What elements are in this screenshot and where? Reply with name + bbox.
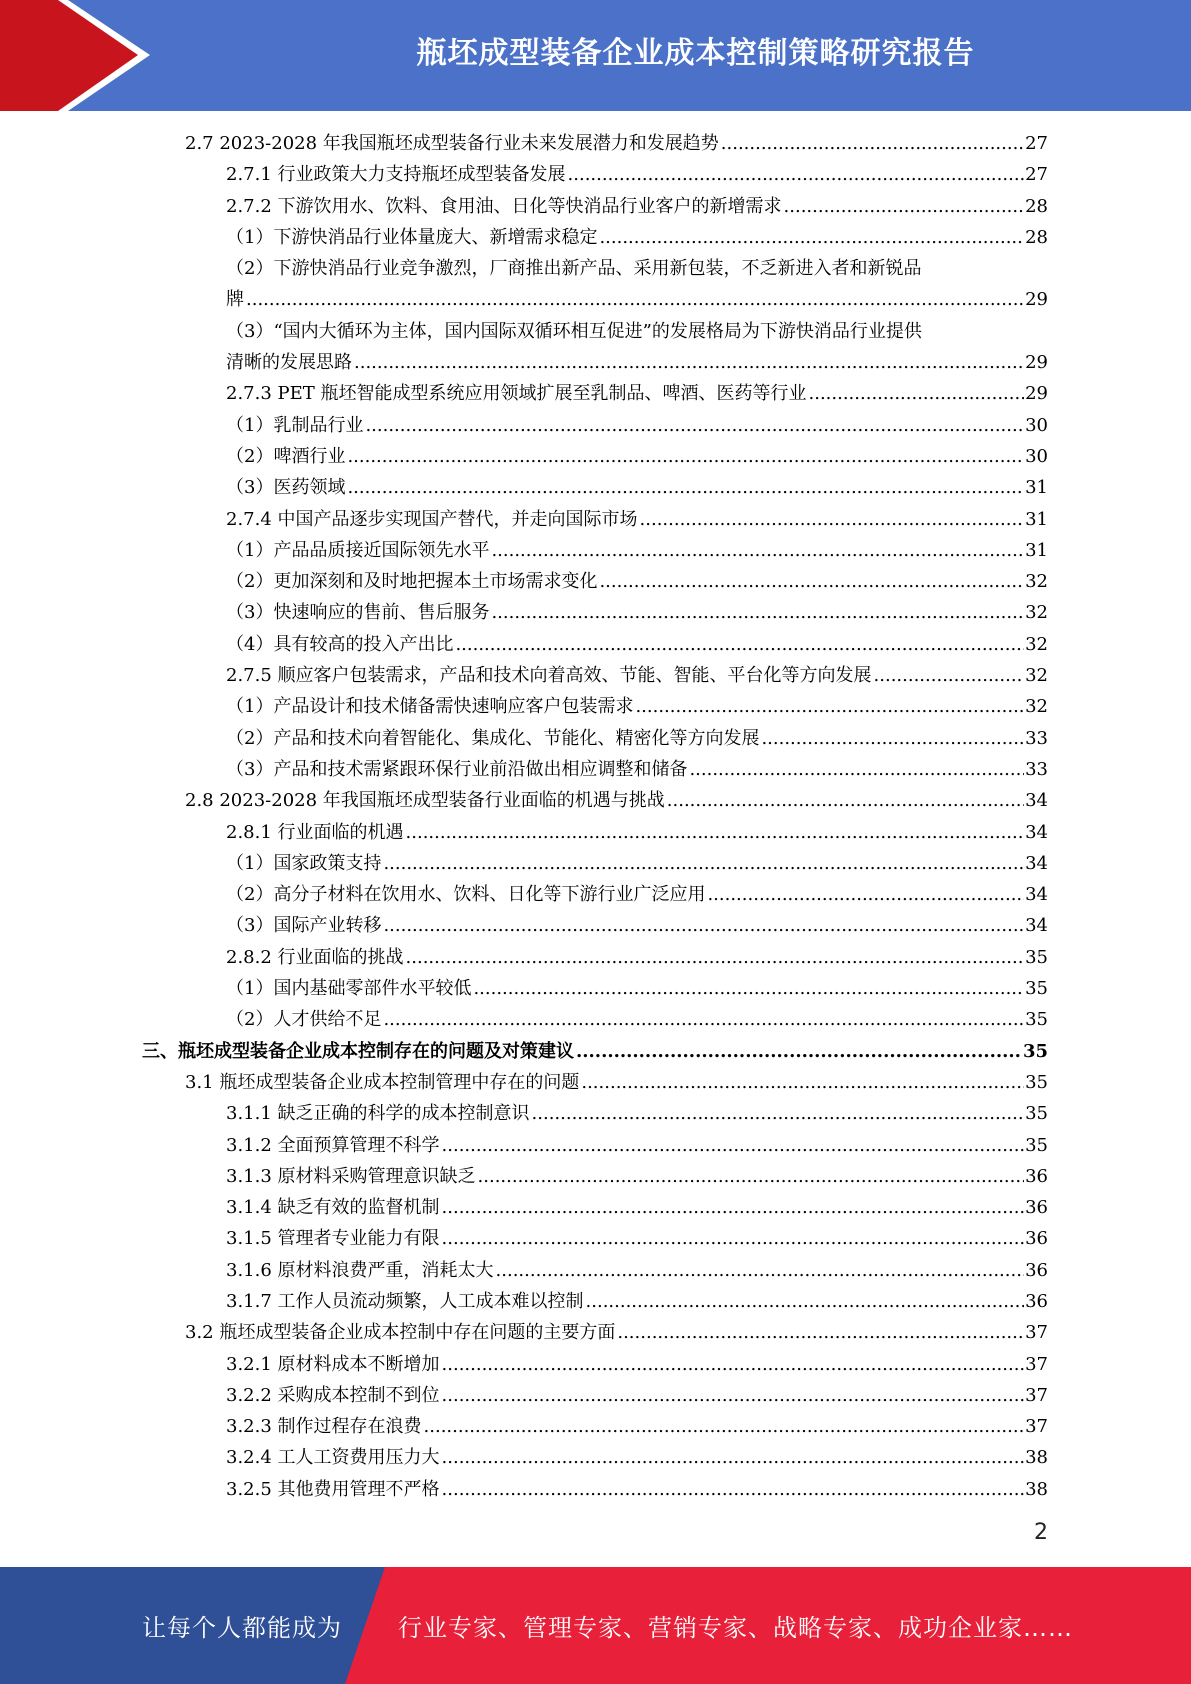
toc-entry-text: （1）产品设计和技术储备需快速响应客户包装需求 <box>226 691 635 722</box>
toc-leader-dots <box>532 1098 1025 1129</box>
toc-page-number: 30 <box>1025 445 1048 467</box>
toc-leader-dots <box>761 723 1024 754</box>
toc-entry[interactable] <box>185 785 1048 816</box>
toc-entry-text: 3.1.5 管理者专业能力有限 <box>226 1223 442 1254</box>
toc-page-number: 31 <box>1025 539 1048 561</box>
toc-leader-dots <box>707 879 1024 910</box>
toc-page-number: 27 <box>1025 164 1048 186</box>
toc-entry-text: （1）产品品质接近国际领先水平 <box>226 535 491 566</box>
toc-page-number: 36 <box>1025 1228 1048 1250</box>
toc-entry-text: 3.2.2 采购成本控制不到位 <box>226 1380 442 1411</box>
toc-entry-text: （3）产品和技术需紧跟环保行业前沿做出相应调整和储备 <box>226 754 689 785</box>
toc-entry[interactable] <box>226 597 1048 628</box>
toc-entry[interactable] <box>142 1036 1048 1067</box>
toc-entry[interactable] <box>226 1130 1048 1161</box>
toc-entry-text: 3.1.7 工作人员流动频繁，人工成本难以控制 <box>226 1286 586 1317</box>
toc-leader-dots <box>442 1223 1025 1254</box>
toc-leader-dots <box>599 566 1024 597</box>
toc-entry[interactable] <box>226 253 1048 316</box>
toc-page-number: 32 <box>1025 571 1048 593</box>
toc-entry[interactable] <box>226 848 1048 879</box>
toc-entry[interactable] <box>226 191 1048 222</box>
toc-page-number: 35 <box>1025 1009 1048 1031</box>
toc-page-number: 30 <box>1025 414 1048 436</box>
toc-entry-text: 2.7 2023-2028 年我国瓶坯成型装备行业未来发展潜力和发展趋势 <box>185 128 721 159</box>
toc-page-number: 37 <box>1025 1353 1048 1375</box>
toc-entry-text: 2.7.1 行业政策大力支持瓶坯成型装备发展 <box>226 159 568 190</box>
toc-entry-text: 3.2.5 其他费用管理不严格 <box>226 1474 442 1505</box>
toc-leader-dots <box>491 535 1024 566</box>
toc-entry-text: 3.1.6 原材料浪费严重，消耗太大 <box>226 1255 496 1286</box>
toc-page-number: 32 <box>1025 665 1048 687</box>
toc-leader-dots <box>809 378 1025 409</box>
toc-leader-dots <box>424 1411 1025 1442</box>
toc-entry-text: 2.7.2 下游饮用水、饮料、食用油、日化等快消品行业客户的新增需求 <box>226 191 784 222</box>
toc-page-number: 34 <box>1025 915 1048 937</box>
toc-page-number: 38 <box>1025 1447 1048 1469</box>
toc-page-number: 35 <box>1022 1040 1048 1062</box>
toc-leader-dots <box>383 910 1024 941</box>
toc-entry[interactable] <box>226 1161 1048 1192</box>
toc-entry-text: 3.1.2 全面预算管理不科学 <box>226 1130 442 1161</box>
toc-entry[interactable] <box>226 691 1048 722</box>
toc-page-number: 37 <box>1025 1384 1048 1406</box>
toc-page-number: 36 <box>1025 1165 1048 1187</box>
toc-entry-text: （3）“国内大循环为主体，国内国际双循环相互促进”的发展格局为下游快消品行业提供 <box>226 320 922 342</box>
toc-entry-text: 3.1.4 缺乏有效的监督机制 <box>226 1192 442 1223</box>
toc-page-number: 35 <box>1025 1071 1048 1093</box>
toc-leader-dots <box>442 1380 1025 1411</box>
toc-entry-text: 2.8.2 行业面临的挑战 <box>226 942 406 973</box>
toc-page-number: 29 <box>1025 383 1048 405</box>
page-number: 2 <box>1034 1520 1048 1545</box>
toc-leader-dots <box>689 754 1024 785</box>
toc-entry-text: 3.2.4 工人工资费用压力大 <box>226 1442 442 1473</box>
toc-leader-dots <box>581 1067 1024 1098</box>
toc-page-number: 38 <box>1025 1478 1048 1500</box>
page-footer <box>0 1567 1191 1684</box>
toc-page-number: 29 <box>1025 289 1048 311</box>
toc-entry-text: （4）具有较高的投入产出比 <box>226 629 455 660</box>
toc-entry[interactable] <box>226 754 1048 785</box>
toc-entry-text: （1）国家政策支持 <box>226 848 383 879</box>
toc-leader-dots <box>473 973 1024 1004</box>
toc-entry-text: （3）医药领域 <box>226 472 347 503</box>
toc-entry-text: （2）啤酒行业 <box>226 441 347 472</box>
toc-entry[interactable] <box>226 1098 1048 1129</box>
toc-entry[interactable] <box>185 1317 1048 1348</box>
toc-page-number: 32 <box>1025 696 1048 718</box>
toc-entry[interactable] <box>226 441 1048 472</box>
toc-page-number: 32 <box>1025 602 1048 624</box>
toc-leader-dots <box>442 1474 1025 1505</box>
toc-leader-dots <box>442 1442 1025 1473</box>
toc-page-number: 37 <box>1025 1322 1048 1344</box>
toc-entry[interactable] <box>226 222 1048 253</box>
toc-leader-dots <box>347 472 1024 503</box>
toc-page-number: 28 <box>1025 226 1048 248</box>
toc-page-number: 27 <box>1025 133 1048 154</box>
toc-page-number: 28 <box>1025 195 1048 217</box>
toc-leader-dots <box>354 347 1024 378</box>
toc-entry-text: 2.7.5 顺应客户包装需求，产品和技术向着高效、节能、智能、平台化等方向发展 <box>226 660 874 691</box>
toc-entry[interactable] <box>185 1067 1048 1098</box>
toc-page-number: 37 <box>1025 1416 1048 1438</box>
toc-leader-dots <box>246 284 1024 315</box>
table-of-contents <box>142 128 1048 1505</box>
toc-leader-dots <box>617 1317 1024 1348</box>
toc-leader-dots <box>442 1192 1025 1223</box>
toc-entry-text: （1）乳制品行业 <box>226 410 365 441</box>
toc-entry-text: （1）下游快消品行业体量庞大、新增需求稳定 <box>226 222 599 253</box>
toc-page-number: 36 <box>1025 1290 1048 1312</box>
toc-leader-dots <box>586 1286 1025 1317</box>
toc-entry[interactable] <box>185 128 1048 159</box>
toc-entry-text: （2）下游快消品行业竞争激烈，厂商推出新产品、采用新包装，不乏新进入者和新锐品 <box>226 258 922 280</box>
toc-page-number: 29 <box>1025 352 1048 374</box>
toc-entry[interactable] <box>226 159 1048 190</box>
toc-leader-dots <box>599 222 1024 253</box>
toc-leader-dots <box>640 504 1025 535</box>
toc-leader-dots <box>406 817 1025 848</box>
toc-leader-dots <box>491 597 1024 628</box>
toc-page-number: 32 <box>1025 633 1048 655</box>
toc-entry-text: （2）高分子材料在饮用水、饮料、日化等下游行业广泛应用 <box>226 879 707 910</box>
toc-leader-dots <box>874 660 1025 691</box>
toc-page-number: 34 <box>1025 790 1048 812</box>
toc-entry-text: （3）快速响应的售前、售后服务 <box>226 597 491 628</box>
toc-entry-continuation: 牌 <box>226 284 246 315</box>
toc-page-number: 31 <box>1025 477 1048 499</box>
toc-entry-text: （2）人才供给不足 <box>226 1004 383 1035</box>
toc-leader-dots <box>455 629 1024 660</box>
footer-slogan-right: 行业专家、管理专家、营销专家、战略专家、成功企业家…… <box>398 1614 1073 1642</box>
toc-entry[interactable] <box>226 1004 1048 1035</box>
toc-entry-text: 3.2.1 原材料成本不断增加 <box>226 1349 442 1380</box>
toc-entry[interactable] <box>226 566 1048 597</box>
toc-entry[interactable] <box>226 973 1048 1004</box>
toc-entry[interactable] <box>226 472 1048 503</box>
toc-page-number: 31 <box>1025 508 1048 530</box>
toc-entry-text: 2.7.4 中国产品逐步实现国产替代，并走向国际市场 <box>226 504 640 535</box>
toc-entry[interactable] <box>226 629 1048 660</box>
toc-entry-text: （3）国际产业转移 <box>226 910 383 941</box>
toc-entry[interactable] <box>226 535 1048 566</box>
toc-entry[interactable] <box>226 1474 1048 1505</box>
toc-leader-dots <box>576 1036 1022 1067</box>
toc-entry-text: 2.8 2023-2028 年我国瓶坯成型装备行业面临的机遇与挑战 <box>185 785 667 816</box>
toc-leader-dots <box>383 848 1024 879</box>
report-title: 瓶坯成型装备企业成本控制策略研究报告 <box>416 36 975 71</box>
toc-entry[interactable] <box>226 1223 1048 1254</box>
page-header <box>0 0 1191 111</box>
toc-entry-text: 3.2 瓶坯成型装备企业成本控制中存在问题的主要方面 <box>185 1317 617 1348</box>
toc-leader-dots <box>667 785 1024 816</box>
toc-entry[interactable] <box>226 316 1048 379</box>
toc-entry-text: 三、瓶坯成型装备企业成本控制存在的问题及对策建议 <box>142 1036 576 1067</box>
toc-entry-text: 3.1.3 原材料采购管理意识缺乏 <box>226 1161 478 1192</box>
toc-leader-dots <box>406 942 1025 973</box>
toc-entry-text: （2）更加深刻和及时地把握本土市场需求变化 <box>226 566 599 597</box>
toc-entry[interactable] <box>226 942 1048 973</box>
toc-entry[interactable] <box>226 410 1048 441</box>
toc-leader-dots <box>496 1255 1025 1286</box>
toc-leader-dots <box>442 1130 1025 1161</box>
toc-leader-dots <box>442 1349 1025 1380</box>
toc-page-number: 36 <box>1025 1259 1048 1281</box>
toc-entry[interactable] <box>226 1255 1048 1286</box>
toc-leader-dots <box>635 691 1024 722</box>
toc-page-number: 34 <box>1025 852 1048 874</box>
toc-entry-text: 2.7.3 PET 瓶坯智能成型系统应用领域扩展至乳制品、啤酒、医药等行业 <box>226 378 809 409</box>
footer-slogan-left: 让每个人都能成为 <box>142 1614 342 1642</box>
toc-page-number: 34 <box>1025 884 1048 906</box>
toc-page-number: 36 <box>1025 1197 1048 1219</box>
toc-entry[interactable] <box>226 1442 1048 1473</box>
toc-entry-continuation: 清晰的发展思路 <box>226 347 354 378</box>
toc-entry[interactable] <box>226 1349 1048 1380</box>
toc-entry[interactable] <box>226 879 1048 910</box>
toc-entry-text: 2.8.1 行业面临的机遇 <box>226 817 406 848</box>
toc-entry[interactable] <box>226 1411 1048 1442</box>
toc-entry[interactable] <box>226 1192 1048 1223</box>
toc-entry[interactable] <box>226 817 1048 848</box>
toc-entry-text: （1）国内基础零部件水平较低 <box>226 973 473 1004</box>
toc-page-number: 35 <box>1025 1134 1048 1156</box>
toc-leader-dots <box>347 441 1024 472</box>
toc-leader-dots <box>721 128 1024 159</box>
toc-entry-text: 3.1 瓶坯成型装备企业成本控制管理中存在的问题 <box>185 1067 581 1098</box>
toc-entry[interactable] <box>226 378 1048 409</box>
toc-entry-text: 3.1.1 缺乏正确的科学的成本控制意识 <box>226 1098 532 1129</box>
toc-entry[interactable] <box>226 504 1048 535</box>
toc-leader-dots <box>365 410 1024 441</box>
toc-page-number: 35 <box>1025 1103 1048 1125</box>
toc-entry[interactable] <box>226 1380 1048 1411</box>
toc-leader-dots <box>568 159 1025 190</box>
toc-leader-dots <box>478 1161 1025 1192</box>
toc-page-number: 33 <box>1025 727 1048 749</box>
toc-entry-text: 3.2.3 制作过程存在浪费 <box>226 1411 424 1442</box>
toc-entry-text: （2）产品和技术向着智能化、集成化、节能化、精密化等方向发展 <box>226 723 761 754</box>
toc-leader-dots <box>383 1004 1024 1035</box>
toc-entry[interactable] <box>226 723 1048 754</box>
toc-leader-dots <box>784 191 1025 222</box>
toc-page-number: 35 <box>1025 978 1048 1000</box>
toc-page-number: 34 <box>1025 821 1048 843</box>
toc-entry[interactable] <box>226 910 1048 941</box>
toc-entry[interactable] <box>226 660 1048 691</box>
toc-page-number: 35 <box>1025 946 1048 968</box>
toc-entry[interactable] <box>226 1286 1048 1317</box>
toc-page-number: 33 <box>1025 758 1048 780</box>
